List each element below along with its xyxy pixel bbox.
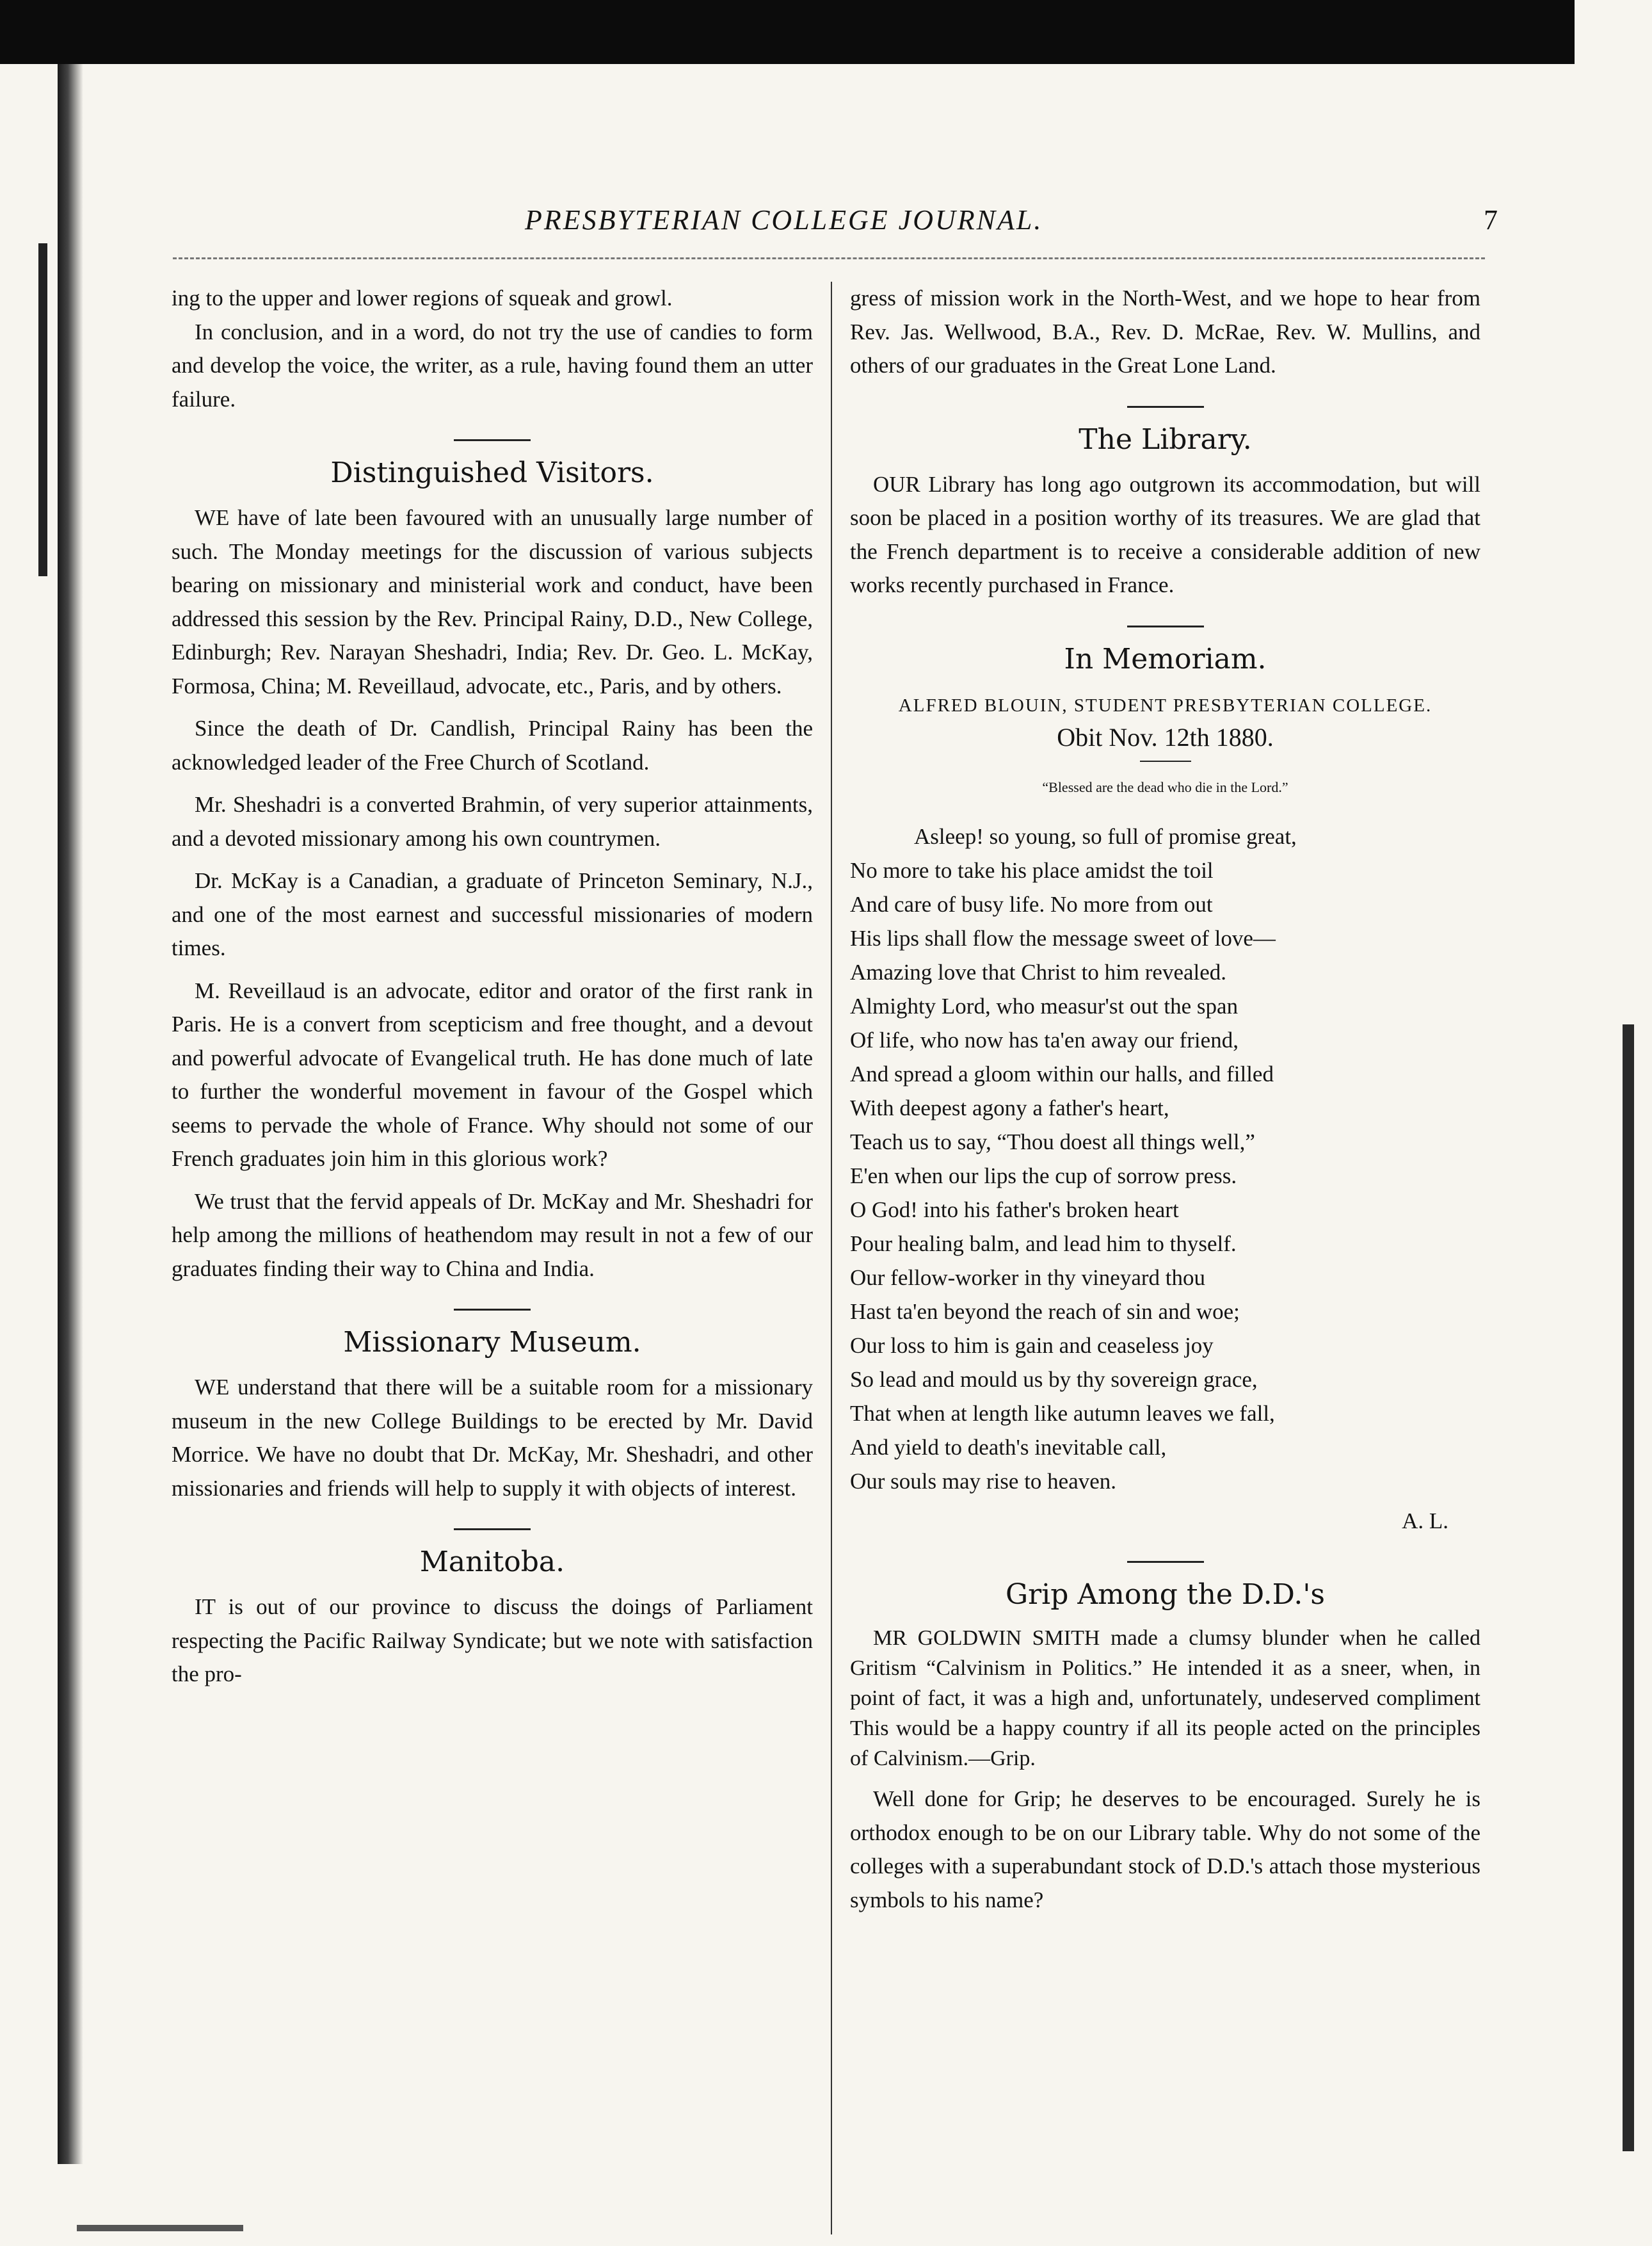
poem-line: With deepest agony a father's heart, <box>850 1095 1169 1120</box>
poem-line: And care of busy life. No more from out <box>850 891 1213 917</box>
scan-border-top <box>0 0 1575 64</box>
memoriam-quote: “Blessed are the dead who die in the Lord.” <box>1042 779 1288 795</box>
section-heading-memoriam: In Memoriam. <box>1064 642 1267 675</box>
section-rule <box>454 1528 531 1530</box>
paragraph: IT is out of our province to discuss the doings of Parliament respecting the Pacific Railway Syndicate; but we note with satisfaction the pro- <box>172 1594 813 1686</box>
scan-binding-mark <box>38 243 47 576</box>
journal-title: PRESBYTERIAN COLLEGE JOURNAL. <box>525 204 1043 236</box>
scan-binding-edge <box>58 64 83 2164</box>
paragraph: Dr. McKay is a Canadian, a graduate of Princeton Seminary, N.J., and one of the most earnest and successful missionaries of modern times. <box>172 868 813 960</box>
poem-line: Our loss to him is gain and ceaseless joy <box>850 1332 1214 1358</box>
quoted-paragraph: MR GOLDWIN SMITH made a clumsy blunder when he called Gritism “Calvinism in Politics.” He intended it as a sneer, when, in point of fact, it was a high and, unfortunately, undeserved compliment This would be a happy country if all its people acted on the principles of Calvinism.—Grip. <box>850 1626 1480 1770</box>
paragraph: M. Reveillaud is an advocate, editor and orator of the first rank in Paris. He is a convert from scepticism and free thought, and a devout and powerful advocate of Evangelical truth. He has done much of late to further the wonderful movement in favour of the Gospel which seems to pervade the whole of France. Why should not some of our French graduates join him in this glorious work? <box>172 978 813 1171</box>
poem-line: His lips shall flow the message sweet of love— <box>850 925 1276 951</box>
page-number: 7 <box>1484 204 1498 236</box>
poem-line: O God! into his father's broken heart <box>850 1197 1179 1222</box>
poem-line: Amazing love that Christ to him revealed. <box>850 959 1227 985</box>
section-rule <box>1127 626 1204 627</box>
section-rule <box>1127 1561 1204 1563</box>
poem-line: Pour healing balm, and lead him to thyself. <box>850 1231 1237 1256</box>
paragraph: Since the death of Dr. Candlish, Principal Rainy has been the acknowledged leader of the Free Church of Scotland. <box>172 716 813 775</box>
scan-bottom-mark <box>77 2225 243 2231</box>
section-heading-manitoba: Manitoba. <box>419 1546 565 1578</box>
poem-line: E'en when our lips the cup of sorrow press. <box>850 1163 1237 1188</box>
poem-line: Our fellow-worker in thy vineyard thou <box>850 1264 1205 1290</box>
poem-line: Of life, who now has ta'en away our friend, <box>850 1027 1239 1053</box>
section-heading-missionary-museum: Missionary Museum. <box>343 1326 641 1359</box>
poem-signature: A. L. <box>1402 1508 1448 1533</box>
memoriam-rule <box>1140 761 1191 762</box>
poem-line: Hast ta'en beyond the reach of sin and woe; <box>850 1298 1240 1324</box>
memoriam-subtitle: ALFRED BLOUIN, STUDENT PRESBYTERIAN COLLEGE. <box>898 695 1432 716</box>
paragraph: We trust that the fervid appeals of Dr. McKay and Mr. Sheshadri for help among the millions of heathendom may result in not a few of our graduates finding their way to China and India. <box>172 1188 813 1281</box>
scan-right-edge <box>1623 1024 1634 2151</box>
left-column <box>172 282 813 1692</box>
section-heading-library: The Library. <box>1079 423 1252 456</box>
paragraph: Well done for Grip; he deserves to be encouraged. Surely he is orthodox enough to be on our Library table. Why do not some of the colleges with a superabundant stock of D.D.'s attach those mysterious symbols to his name? <box>850 1786 1480 1912</box>
poem-line: And spread a gloom within our halls, and filled <box>850 1061 1274 1087</box>
right-column <box>850 282 1480 1917</box>
paragraph: In conclusion, and in a word, do not try the use of candies to form and develop the voice, the writer, as a rule, having found them an utter failure. <box>172 319 813 412</box>
section-rule <box>454 1309 531 1311</box>
header-rule <box>173 257 1485 259</box>
poem-line: Our souls may rise to heaven. <box>850 1468 1117 1494</box>
memoriam-obit: Obit Nov. 12th 1880. <box>1057 722 1274 752</box>
paragraph: WE have of late been favoured with an unusually large number of such. The Monday meetings for the discussion of various subjects bearing on missionary and ministerial work and conduct, have been addressed this session by the Rev. Principal Rainy, D.D., New College, Edinburgh; Rev. Narayan Sheshadri, India; Rev. Dr. Geo. L. McKay, Formosa, China; M. Reveillaud, advocate, etc., Paris, and by others. <box>172 505 813 699</box>
section-rule <box>454 439 531 441</box>
memorial-poem <box>850 820 1480 1498</box>
section-heading-grip: Grip Among the D.D.'s <box>1006 1578 1325 1611</box>
paragraph: WE understand that there will be a suitable room for a missionary museum in the new College Buildings to be erected by Mr. David Morrice. We have no doubt that Dr. McKay, Mr. Sheshadri, and other missionaries and friends will help to supply it with objects of interest. <box>172 1375 813 1501</box>
poem-line: Asleep! so young, so full of promise great, <box>914 823 1297 849</box>
continued-paragraph: ing to the upper and lower regions of squeak and growl. <box>172 286 673 311</box>
section-rule <box>1127 406 1204 408</box>
poem-line: So lead and mould us by thy sovereign grace, <box>850 1366 1258 1392</box>
continued-paragraph: gress of mission work in the North-West, and we hope to hear from Rev. Jas. Wellwood, B.A., Rev. D. McRae, Rev. W. Mullins, and others of our graduates in the Great Lone Land. <box>850 286 1480 378</box>
paragraph: Mr. Sheshadri is a converted Brahmin, of very superior attainments, and a devoted missionary among his own countrymen. <box>172 792 813 851</box>
poem-line: And yield to death's inevitable call, <box>850 1434 1167 1460</box>
running-header <box>525 204 1511 242</box>
poem-line: No more to take his place amidst the toil <box>850 857 1214 883</box>
paragraph: OUR Library has long ago outgrown its accommodation, but will soon be placed in a position worthy of its treasures. We are glad that the French department is to receive a considerable addition of new works recently purchased in France. <box>850 471 1480 597</box>
section-heading-distinguished-visitors: Distinguished Visitors. <box>330 456 654 489</box>
column-divider <box>831 282 832 2234</box>
poem-line: Almighty Lord, who measur'st out the span <box>850 993 1239 1019</box>
poem-line: Teach us to say, “Thou doest all things well,” <box>850 1129 1255 1154</box>
poem-line: That when at length like autumn leaves we fall, <box>850 1400 1275 1426</box>
